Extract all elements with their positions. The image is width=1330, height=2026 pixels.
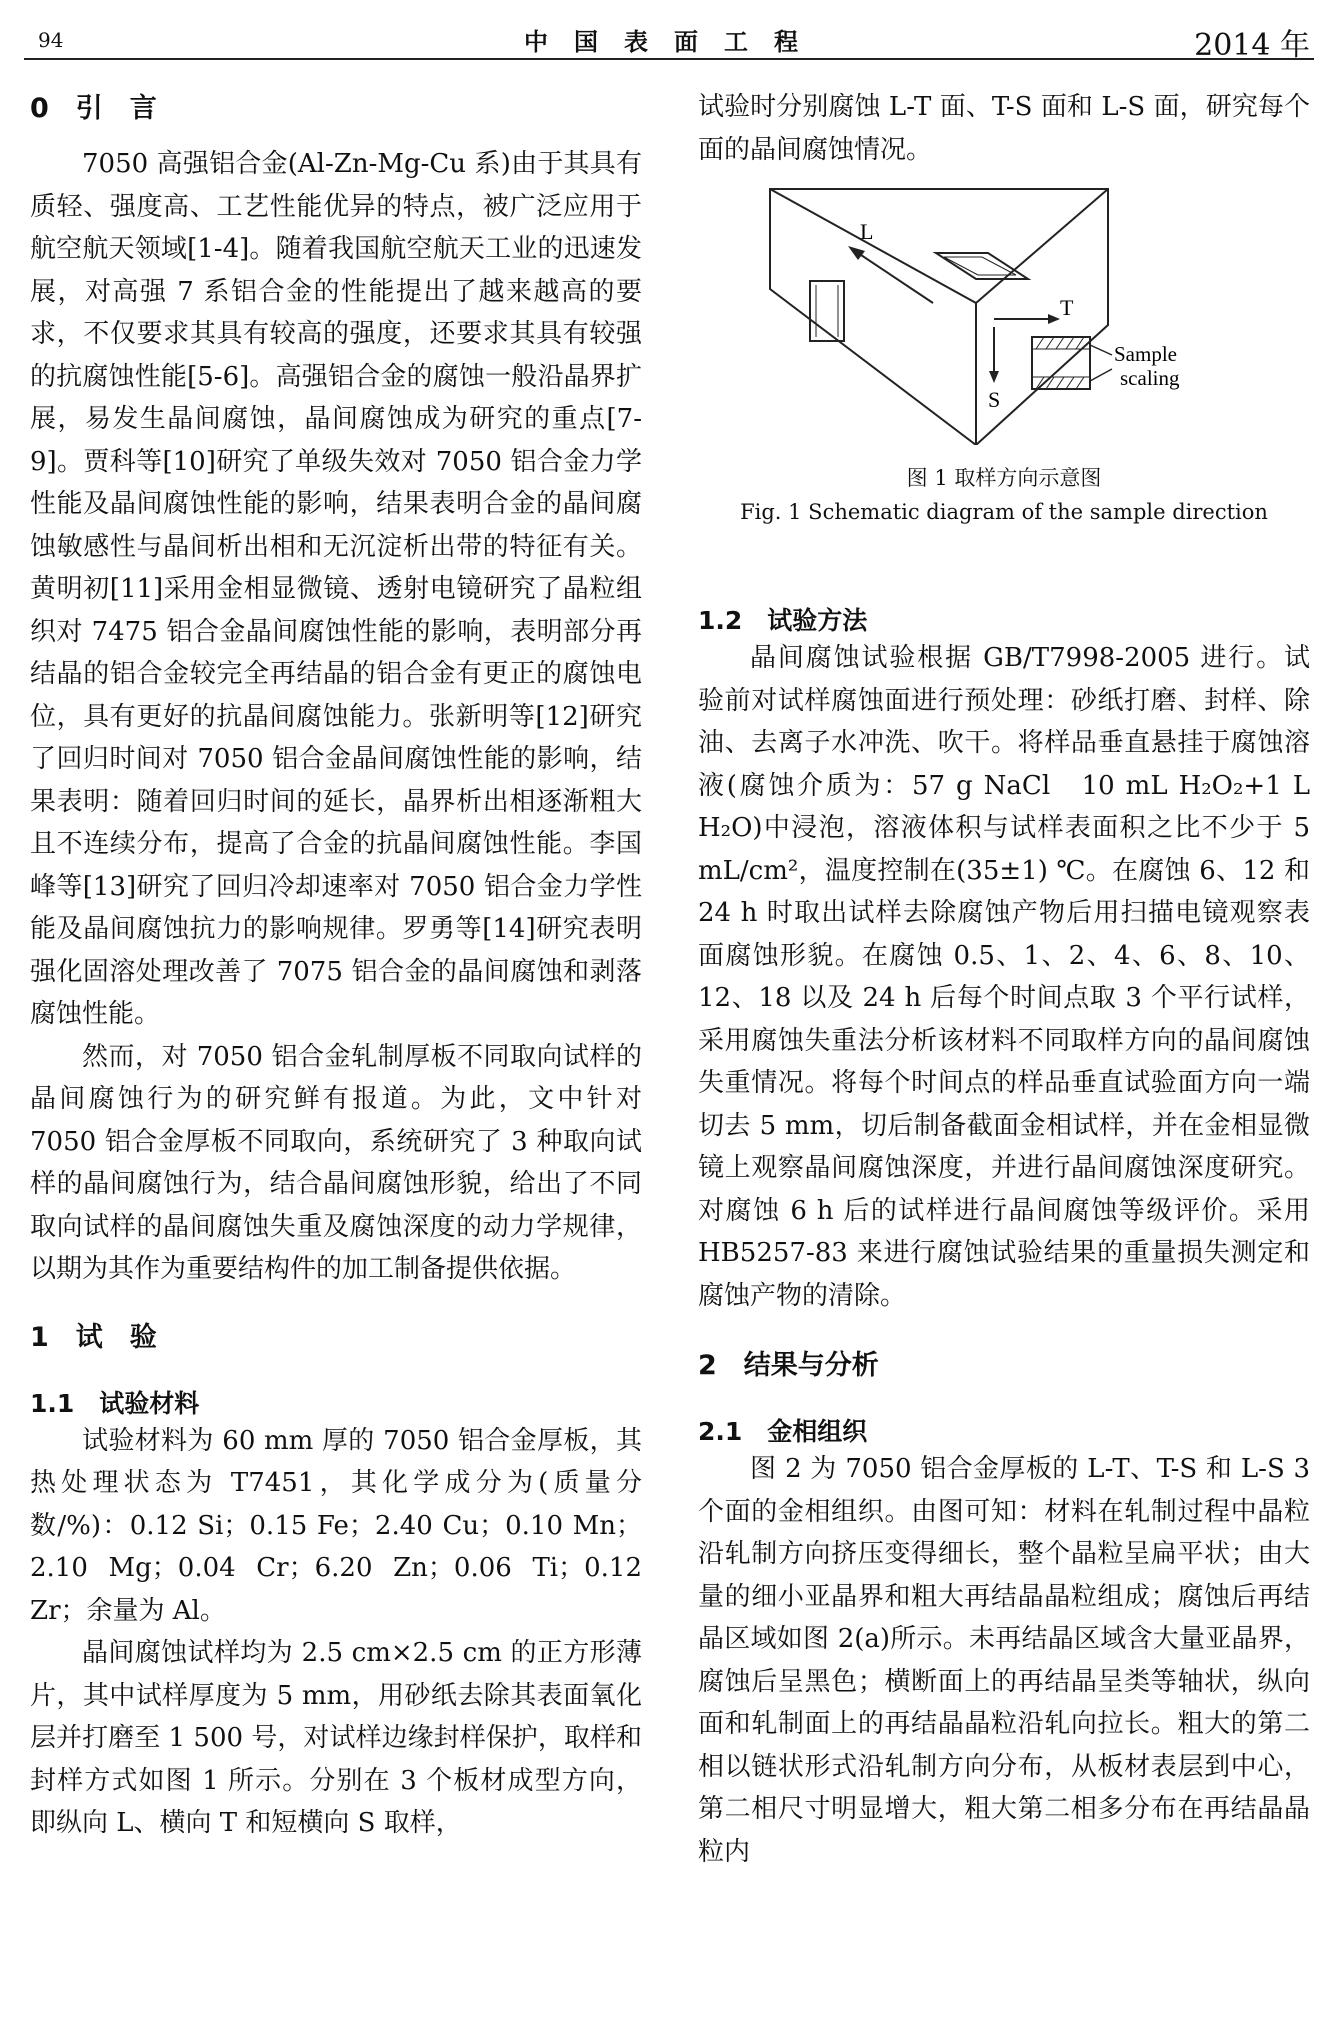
microstructure-paragraph: 图 2 为 7050 铝合金厚板的 L-T、T-S 和 L-S 3 个面的金相组织。由图可知：材料在轧制过程中晶粒沿轧制方向挤压变得细长，整个晶粒呈扁平状；由大量的细小亚晶界和粗大再结晶晶粒组成；腐蚀后再结晶区域如图 2(a)所示。未再结晶区域含大量亚晶界，腐蚀后呈黑色；横断面上的再结晶呈类等轴状，纵向面和轧制面上的再结晶晶粒沿轧向拉长。粗大的第二相以链状形式沿轧制方向分布，从板材表层到中心，第二相尺寸明显增大，粗大第二相多分布在再结晶晶粒内 — [698, 1454, 1310, 1867]
arrow-L — [858, 253, 933, 303]
right-column — [698, 86, 1310, 1873]
top-front-edge — [976, 189, 1108, 303]
section-2-heading: 2 结果与分析 — [698, 1350, 879, 1381]
issue-year: 2014 年 — [1194, 28, 1310, 63]
label-scaling: scaling — [1120, 366, 1180, 390]
sample-direction-diagram — [698, 185, 1310, 445]
intro-paragraph-2: 然而，对 7050 铝合金轧制厚板不同取向试样的晶间腐蚀行为的研究鲜有报道。为此，文中针对 7050 铝合金厚板不同取向，系统研究了 3 种取向试样的晶间腐蚀行为，结合晶间腐蚀形貌，给出了不同取向试样的晶间腐蚀失重及腐蚀深度的动力学规律，以期为其作为重要结构件的加工制备提供依据。 — [30, 1041, 642, 1284]
section-1-2-heading: 1.2 试验方法 — [698, 606, 868, 635]
methods-paragraph: 晶间腐蚀试验根据 GB/T7998-2005 进行。试验前对试样腐蚀面进行预处理：砂纸打磨、封样、除油、去离子水冲洗、吹干。将样品垂直悬挂于腐蚀溶液(腐蚀介质为：57 g NaCl 10 mL H₂O₂+1 L H₂O)中浸泡，溶液体积与试样表面积之比不少于 5 mL/cm²，温度控制在(35±1) ℃。在腐蚀 6、12 和 24 h 时取出试样去除腐蚀产物后用扫描电镜观察表面腐蚀形貌。在腐蚀 0.5、1、2、4、6、8、10、12、18 以及 24 h 后每个时间点取 3 个平行试样，采用腐蚀失重法分析该材料不同取样方向的晶间腐蚀失重情况。将每个时间点的样品垂直试验面方向一端切去 5 mm，切后制备截面金相试样，并在金相显微镜上观察晶间腐蚀深度，并进行晶间腐蚀深度研究。对腐蚀 6 h 后的试样进行晶间腐蚀等级评价。采用 HB5257-83 来进行腐蚀试验结果的重量损失测定和腐蚀产物的清除。 — [698, 643, 1310, 1311]
left-column — [30, 86, 642, 1845]
page-header — [38, 18, 1310, 63]
section-0-heading: 0 引 言 — [30, 93, 157, 124]
intro-paragraph-1: 7050 高强铝合金(Al-Zn-Mg-Cu 系)由于其具有质轻、强度高、工艺性能优异的特点，被广泛应用于航空航天领域[1-4]。随着我国航空航天工业的迅速发展，对高强 7 系铝合金的性能提出了越来越高的要求，不仅要求其具有较高的强度，还要求其具有较强的抗腐蚀性能[5-6]。高强铝合金的腐蚀一般沿晶界扩展，易发生晶间腐蚀，晶间腐蚀成为研究的重点[7-9]。贾科等[10]研究了单级失效对 7050 铝合金力学性能及晶间腐蚀性能的影响，结果表明合金的晶间腐蚀敏感性与晶间析出相和无沉淀析出带的特征有关。黄明初[11]采用金相显微镜、透射电镜研究了晶粒组织对 7475 铝合金晶间腐蚀性能的影响，表明部分再结晶的铝合金较完全再结晶的铝合金有更正的腐蚀电位，具有更好的抗晶间腐蚀能力。张新明等[12]研究了回归时间对 7050 铝合金晶间腐蚀性能的影响，结果表明：随着回归时间的延长，晶界析出相逐渐粗大且不连续分布，提高了合金的抗晶间腐蚀性能。李国峰等[13]研究了回归冷却速率对 7050 铝合金力学性能及晶间腐蚀抗力的影响规律。罗勇等[14]研究表明强化固溶处理改善了 7075 铝合金的晶间腐蚀和剥落腐蚀性能。 — [30, 149, 642, 1029]
continued-paragraph: 试验时分别腐蚀 L-T 面、T-S 面和 L-S 面，研究每个面的晶间腐蚀情况。 — [698, 92, 1310, 165]
label-sample: Sample — [1114, 342, 1177, 366]
section-2-1-heading: 2.1 金相组织 — [698, 1417, 868, 1446]
journal-title: 中国表面工程 — [524, 28, 824, 56]
page-number: 94 — [38, 28, 64, 52]
section-1-heading: 1 试 验 — [30, 1321, 157, 1353]
label-T: T — [1060, 295, 1074, 320]
figure-caption-cn: 图 1 取样方向示意图 — [906, 466, 1102, 490]
figure-1 — [698, 185, 1310, 565]
materials-paragraph-2: 晶间腐蚀试样均为 2.5 cm×2.5 cm 的正方形薄片，其中试样厚度为 5 mm，用砂纸去除其表面氧化层并打磨至 1 500 号，对试样边缘封样保护，取样和封样方式如图 1 所示。分别在 3 个板材成型方向，即纵向 L、横向 T 和短横向 S 取样， — [30, 1638, 642, 1838]
label-S: S — [988, 387, 1001, 412]
section-1-1-heading: 1.1 试验材料 — [30, 1388, 200, 1418]
header-rule — [24, 58, 1314, 60]
label-L: L — [860, 219, 874, 244]
figure-caption-en: Fig. 1 Schematic diagram of the sample direction — [740, 500, 1268, 524]
box-outline — [770, 189, 1108, 445]
materials-paragraph-1: 试验材料为 60 mm 厚的 7050 铝合金厚板，其热处理状态为 T7451，其化学成分为(质量分数/%)：0.12 Si；0.15 Fe；2.40 Cu；0.10 Mn；2.10 Mg；0.04 Cr；6.20 Zn；0.06 Ti；0.12 Zr；余量为 Al。 — [30, 1425, 642, 1626]
